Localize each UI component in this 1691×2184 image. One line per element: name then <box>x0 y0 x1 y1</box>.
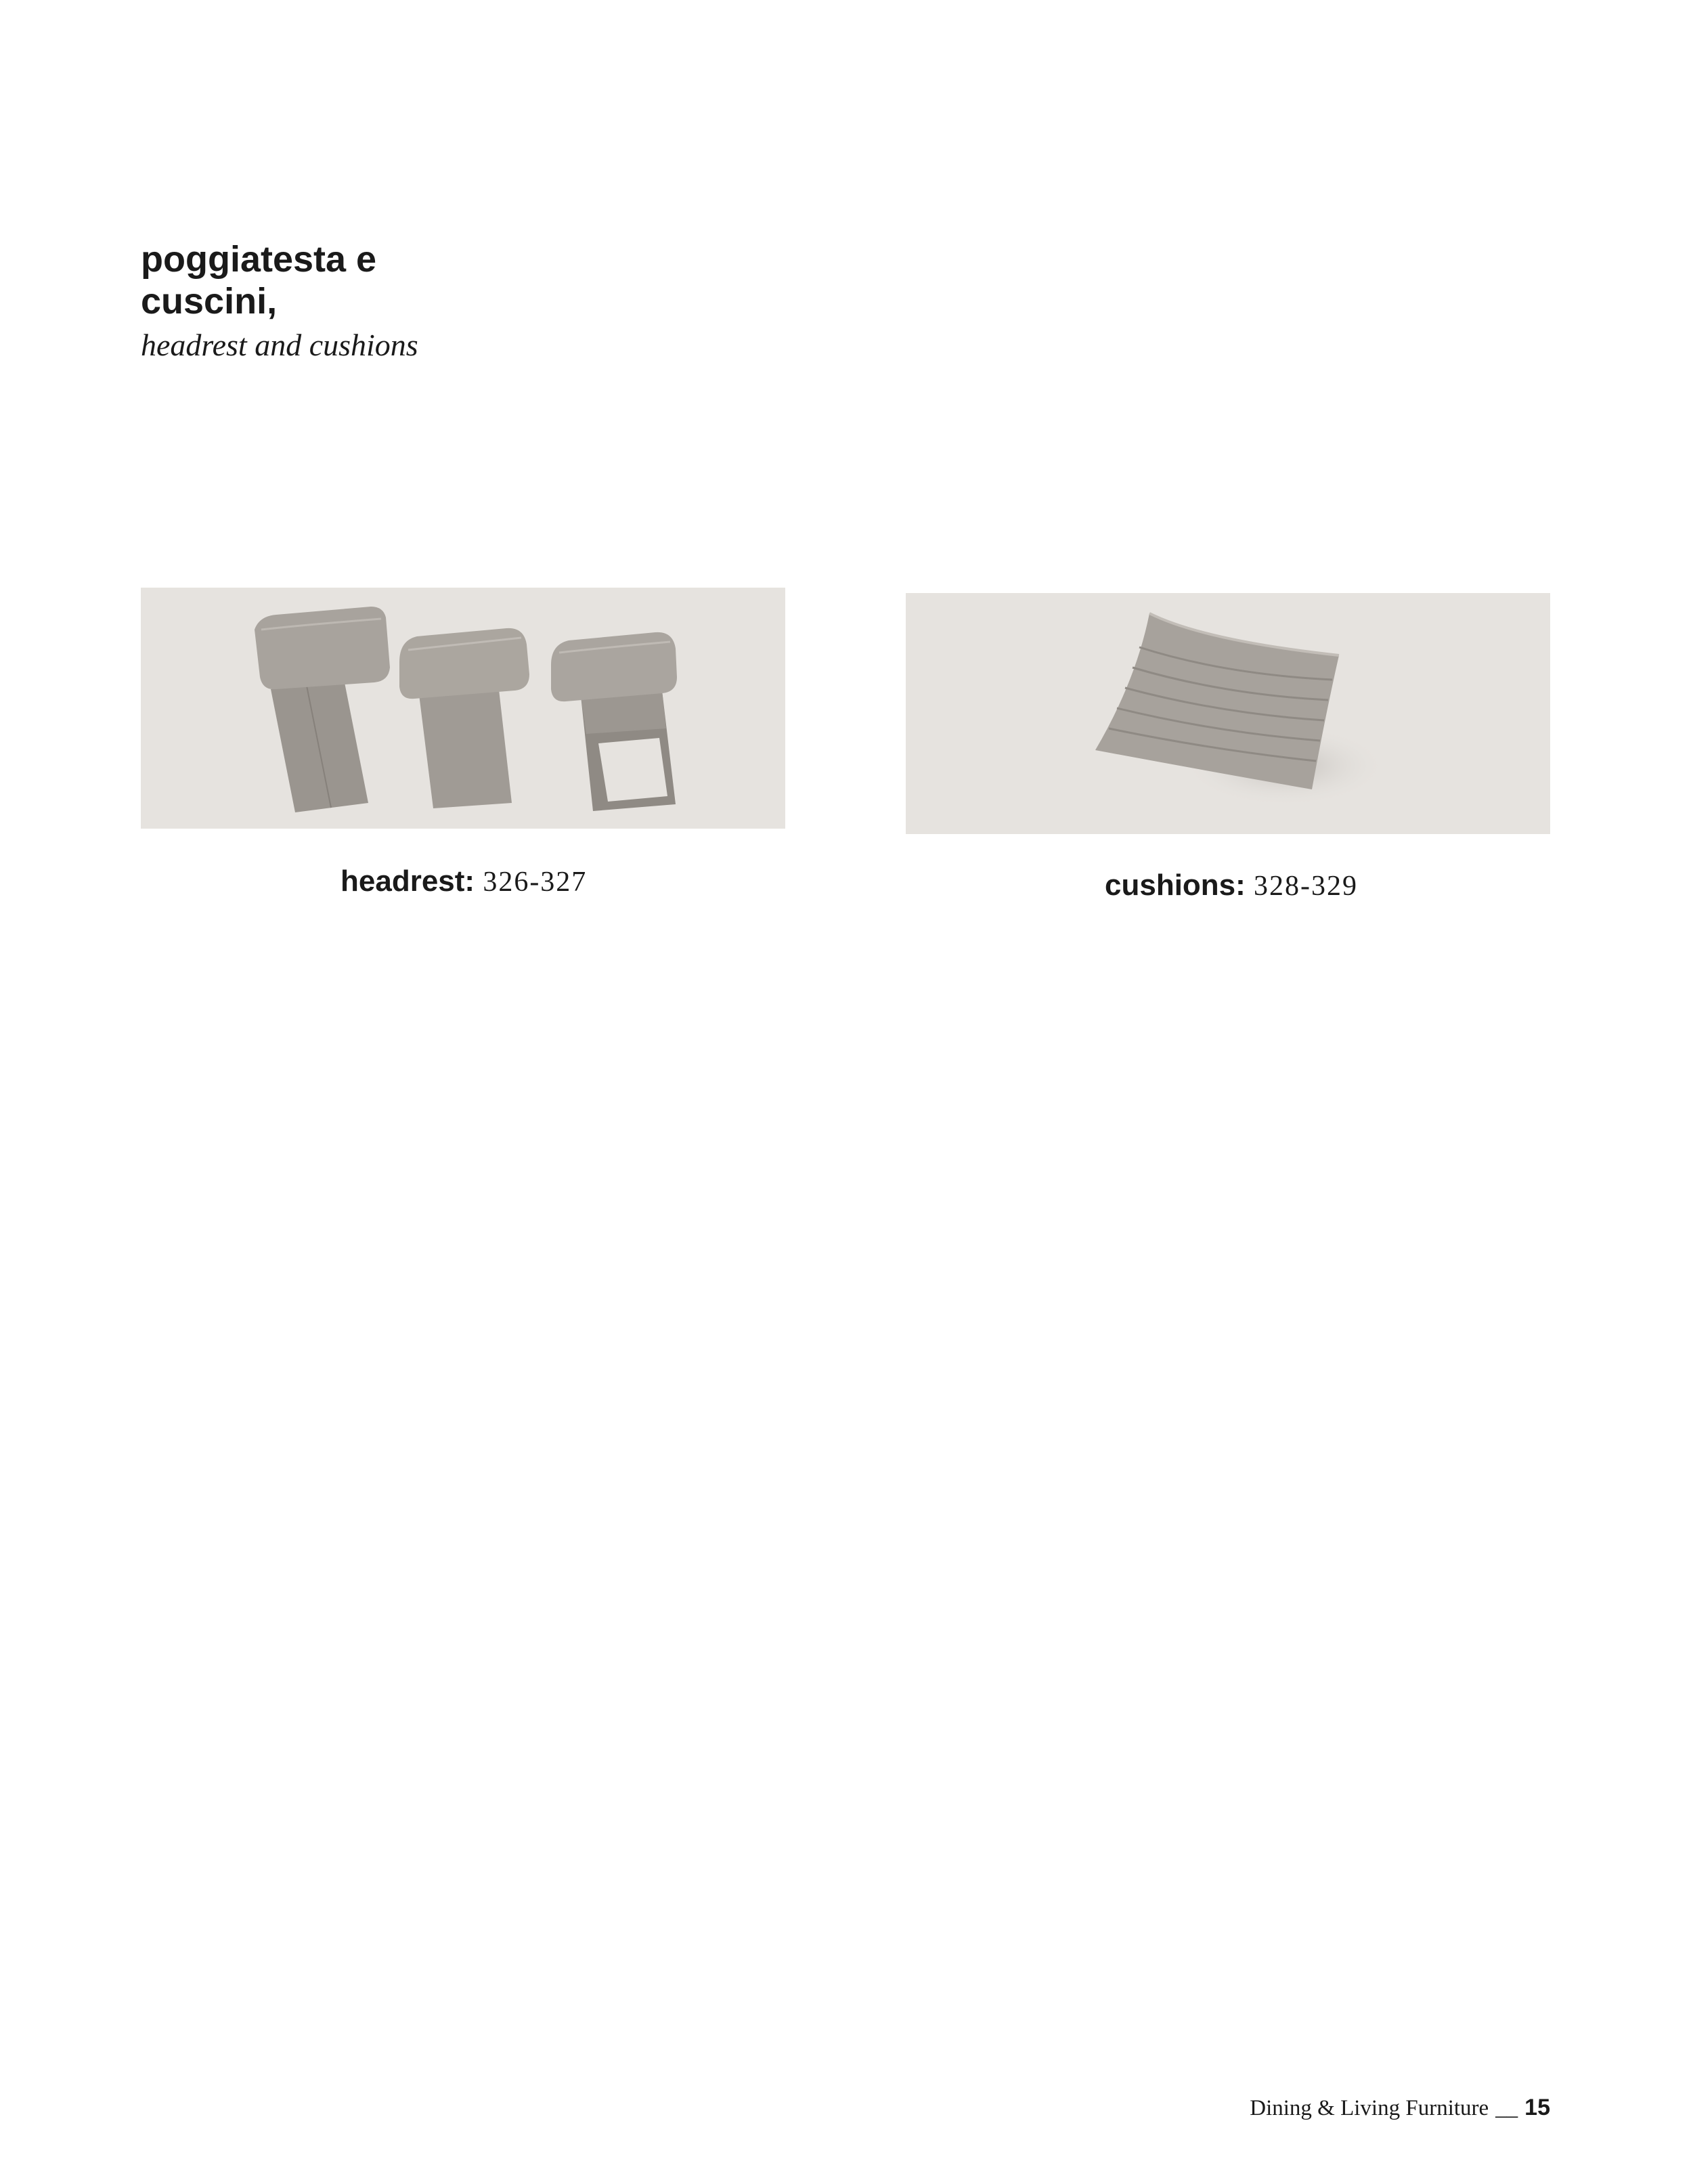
cushion-caption <box>1105 868 1358 904</box>
cushions-page-range: 328-329 <box>1254 871 1359 902</box>
cushion-photo <box>906 593 1550 834</box>
cushion-illustration <box>906 593 1550 834</box>
title-line-2: cuscini, <box>141 281 278 322</box>
page-number: 15 <box>1524 2095 1550 2120</box>
title-line-1: poggiatesta e <box>141 239 377 280</box>
headrest-label: headrest: <box>341 865 475 898</box>
footer-separator: __ <box>1495 2096 1518 2120</box>
headrest-page-range: 326-327 <box>483 867 588 898</box>
page-footer <box>1250 2094 1550 2122</box>
headrest-caption <box>341 864 587 900</box>
cushion-body <box>1095 613 1339 789</box>
footer-section: Dining & Living Furniture <box>1250 2096 1489 2120</box>
headrest-photo <box>141 588 785 829</box>
cushions-label: cushions: <box>1105 869 1246 902</box>
headrest-2-panel <box>418 684 512 808</box>
headrest-illustration <box>141 588 785 829</box>
page-title <box>141 238 376 322</box>
page-subtitle: headrest and cushions <box>141 328 418 362</box>
headrest-1-panel <box>271 679 368 812</box>
